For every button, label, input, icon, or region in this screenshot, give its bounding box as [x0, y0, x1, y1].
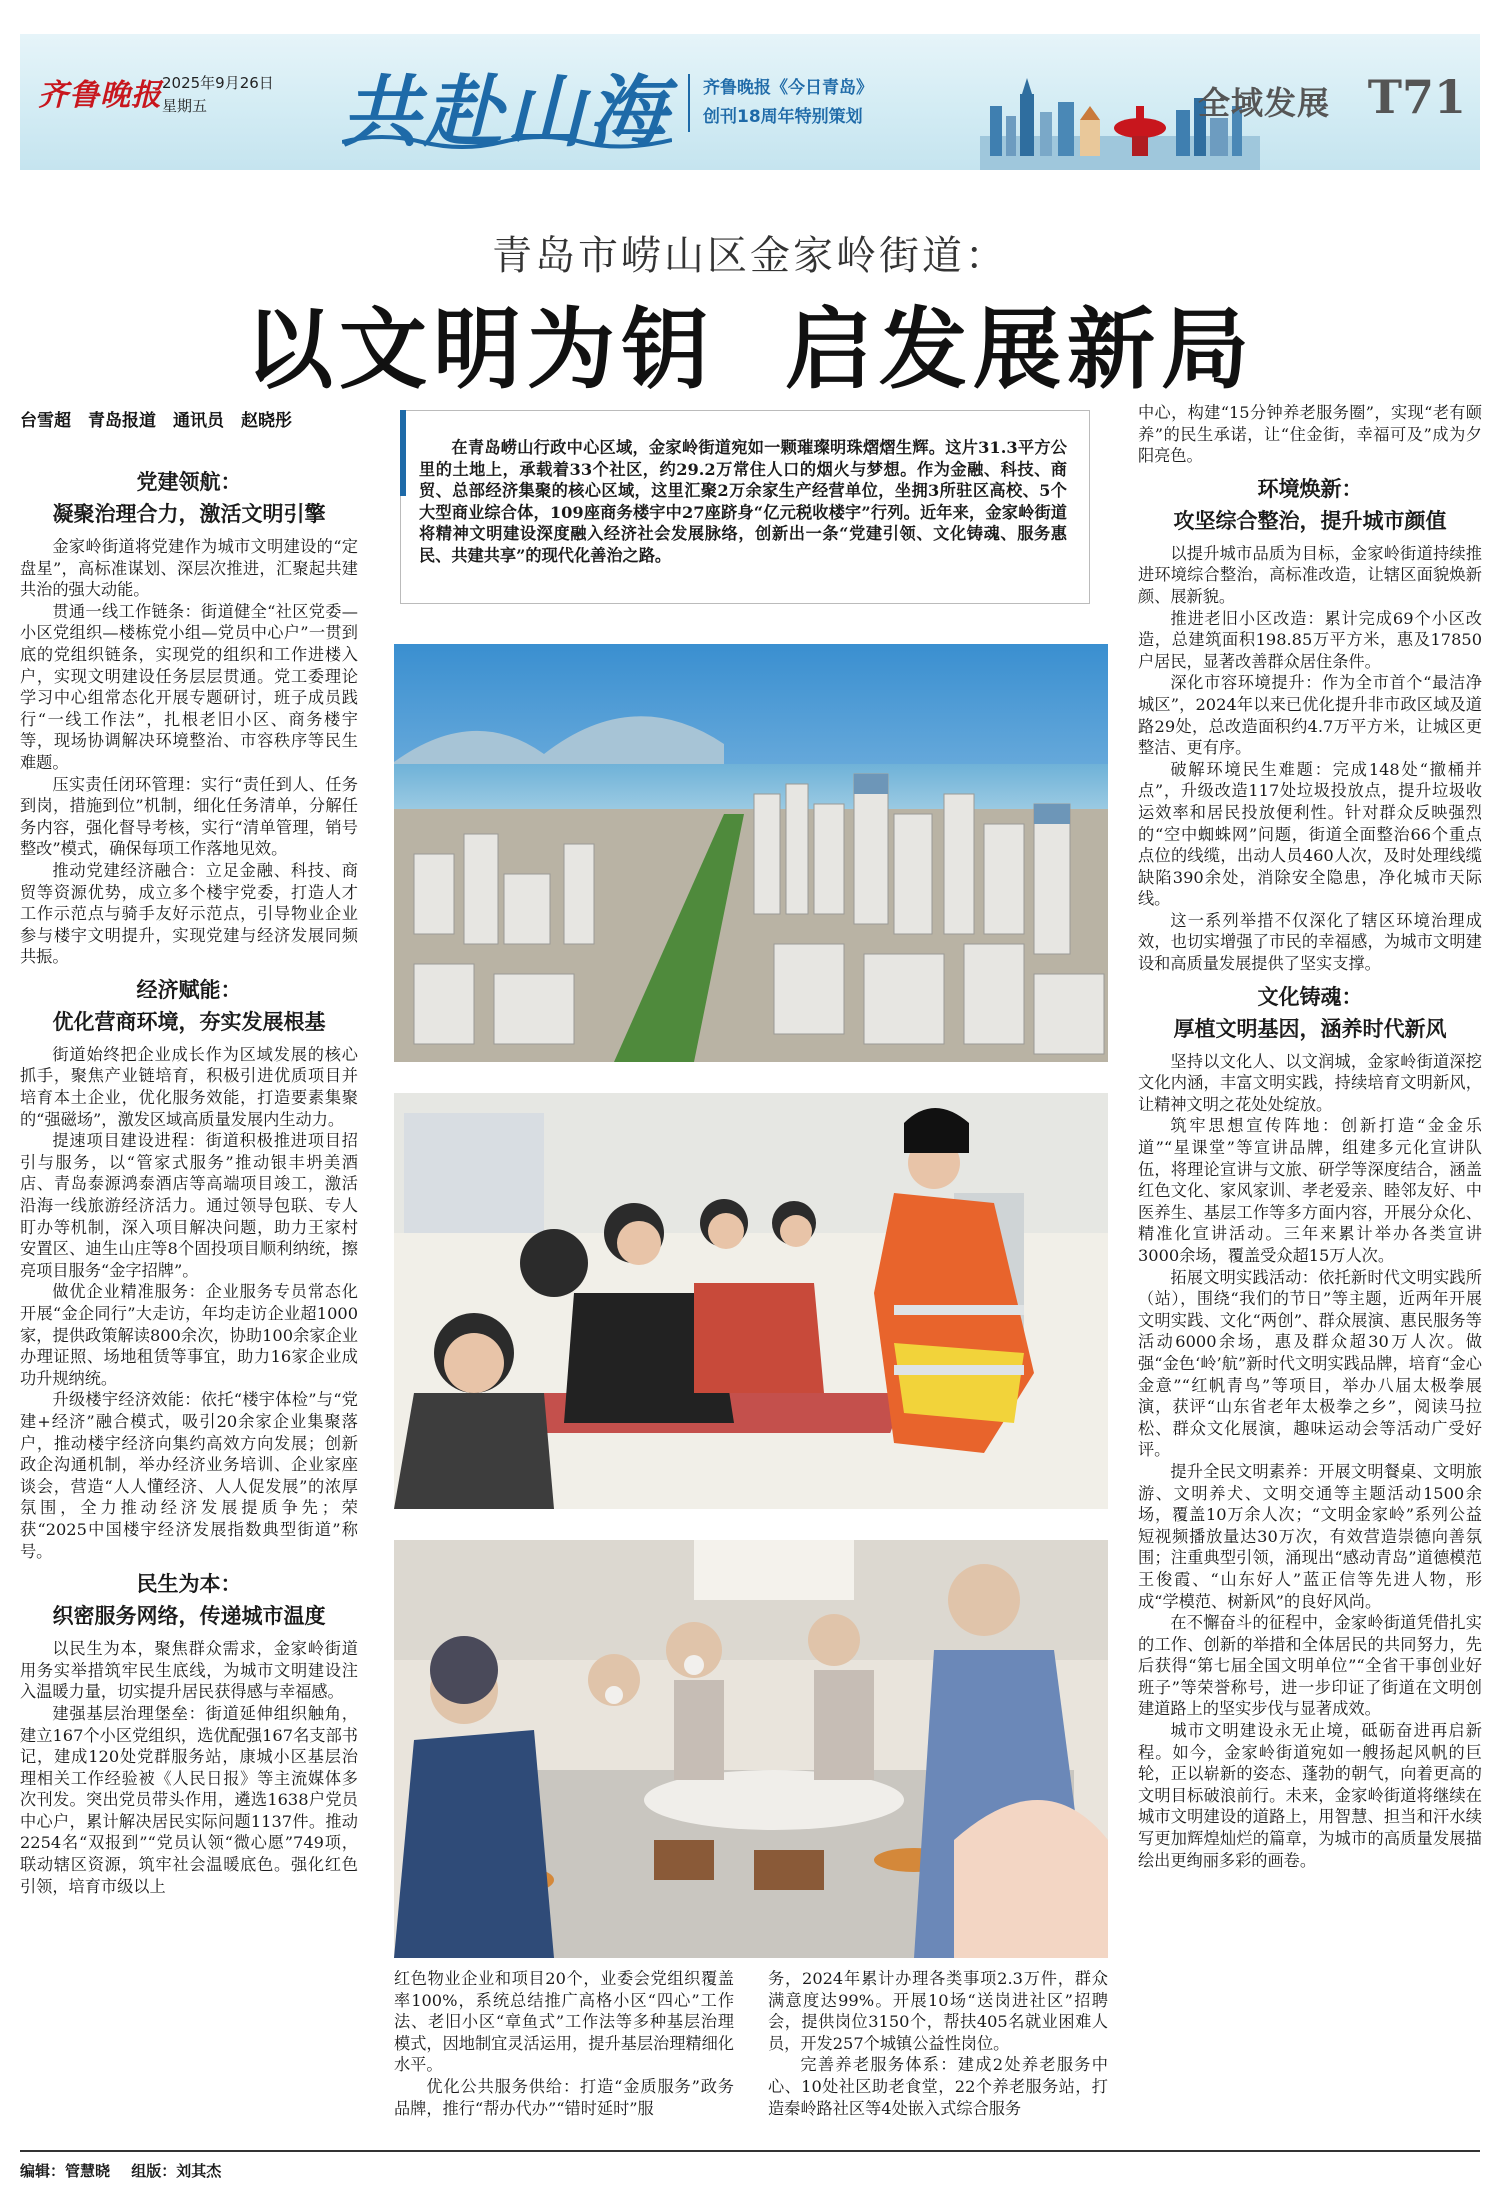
wave-icon [342, 130, 672, 150]
issue-weekday: 星期五 [162, 97, 208, 115]
middle-column-1 [394, 1968, 734, 2118]
byline: 台雪超 青岛报道 通讯员 赵晓彤 [20, 411, 292, 431]
middle-column-2 [768, 1968, 1108, 2118]
section-subheading: 凝聚治理合力，激活文明引擎 [52, 501, 326, 526]
paragraph: 中心，构建“15分钟养老服务圈”，实现“老有颐养”的民生承诺，让“住金街，幸福可及”成为夕阳亮色。 [1138, 403, 1482, 466]
paragraph: 深化市容环境提升：作为全市首个“最洁净城区”，2024年以来已优化提升非市政区域及道路29处，总改造面积约4.7万平方米，让城区更整洁、更有序。 [1138, 673, 1482, 758]
layout-credit: 组版：刘其杰 [131, 2162, 222, 2180]
community-activity-photo [394, 1093, 1108, 1509]
section-name: 全域发展 [1197, 84, 1330, 122]
paragraph: 红色物业企业和项目20个，业委会党组织覆盖率100%，系统总结推广高格小区“四心”工作法、老旧小区“章鱼式”工作法等多种基层治理模式，因地制宜灵活运用，提升基层治理精细化水平。 [394, 1969, 734, 2075]
paragraph: 提速项目建设进程：街道积极推进项目招引与服务，以“管家式服务”推动银丰坍美酒店、青岛泰源鸿泰酒店等高端项目竣工，激活沿海一线旅游经济活力。通过领导包联、专人盯办等机制，深入项目解决问题，助力王家村安置区、迪生山庄等8个固投项目顺利纳统，擦亮项目服务“金字招牌”。 [20, 1131, 358, 1280]
paragraph: 拓展文明实践活动：依托新时代文明实践所（站），围绕“我们的节日”等主题，近两年开展文明实践、文化“两创”、群众展演、惠民服务等活动6000余场，惠及群众超30万人次。做强“金色‘岭’航”新时代文明实践品牌，培育“金心金意”“红帆青鸟”等项目，举办八届太极拳展演，获评“山东省老年太极拳之乡”，阅读马拉松、群众文化展演，趣味运动会等活动广受好评。 [1138, 1267, 1482, 1460]
intro-paragraph: 在青岛崂山行政中心区域，金家岭街道宛如一颗璀璨明珠熠熠生辉。这片31.3平方公里的土地上，承载着33个社区，约29.2万常住人口的烟火与梦想。作为金融、科技、商贸、总部经济集聚的核心区域，这里汇聚2万余家生产经营单位，坐拥3所驻区高校、5个大型商业综合体，109座商务楼宇中27座跻身“亿元税收楼宇”行列。近年来，金家岭街道将精神文明建设深度融入经济社会发展脉络，创新出一条“党建引领、文化铸魂、服务惠民、共建共享”的现代化善治之路。 [419, 438, 1067, 565]
paragraph: 以民生为本，聚焦群众需求，金家岭街道用务实举措筑牢民生底线，为城市文明建设注入温暖力量，切实提升居民获得感与幸福感。 [20, 1639, 358, 1702]
paragraph: 筑牢思想宣传阵地：创新打造“金金乐道”“星课堂”等宣讲品牌，组建多元化宣讲队伍，将理论宣讲与文旅、研学等深度结合，涵盖红色文化、家风家训、孝老爱亲、睦邻友好、中医养生、基层工作等多方面内容，开展分众化、精准化宣讲活动。三年来累计举办各类宣讲3000余场，覆盖受众超15万人次。 [1138, 1116, 1482, 1265]
paragraph: 坚持以文化人、以文润城，金家岭街道深挖文化内涵，丰富文明实践，持续培育文明新风，让精神文明之花处处绽放。 [1138, 1051, 1482, 1114]
section-heading: 党建领航： [136, 469, 242, 494]
paragraph: 压实责任闭环管理：实行“责任到人、任务到岗，措施到位”机制，细化任务清单，分解任务内容，强化督导考核，实行“清单管理，销号整改”模式，确保每项工作落地见效。 [20, 774, 358, 859]
series-title: 共赴山海 [342, 67, 671, 158]
paragraph: 破解环境民生难题：完成148处“撤桶并点”，升级改造117处垃圾投放点，提升垃圾收运效率和居民投放便利性。针对群众反映强烈的“空中蜘蛛网”问题，街道全面整治66个重点点位的线缆，出动人员460人次，及时处理线缆缺陷390余处，消除安全隐患，净化城市天际线。 [1138, 759, 1482, 909]
section-heading: 文化铸魂： [1257, 983, 1363, 1009]
paragraph: 升级楼宇经济效能：依托“楼宇体检”与“党建+经济”融合模式，吸引20余家企业集聚落户，推动楼宇经济向集约高效方向发展；创新政企沟通机制，举办经济业务培训、企业家座谈会，营造“人人懂经济、人人促发展”的浓厚氛围，全力推动经济发展提质争先；荣获“2025中国楼宇经济发展指数典型街道”称号。 [20, 1390, 358, 1561]
paragraph: 做优企业精准服务：企业服务专员常态化开展“金企同行”大走访，年均走访企业超1000家，提供政策解读800余次，协助100余家企业办理证照、场地租赁等事宜，助力16家企业成功升规纳统。 [20, 1282, 358, 1388]
city-aerial-photo [394, 644, 1108, 1062]
paragraph: 完善养老服务体系：建成2处养老服务中心、10处社区助老食堂，22个养老服务站，打造秦岭路社区等4处嵌入式综合服务 [768, 2055, 1108, 2118]
editor-credit: 编辑：管慧晓 [20, 2162, 111, 2180]
section-subheading: 厚植文明基因，涵养时代新风 [1173, 1015, 1447, 1041]
headline-part2: 启发展新局 [785, 297, 1256, 401]
headline-part1: 以文明为钥 [244, 297, 715, 401]
article-kicker: 青岛市崂山区金家岭街道： [492, 233, 1008, 279]
page-footer [20, 2150, 1480, 2181]
paragraph: 优化公共服务供给：打造“金质服务”政务品牌，推行“帮办代办”“错时延时”服 [394, 2076, 734, 2118]
issue-date-block [162, 72, 274, 118]
article-headline [0, 280, 1500, 406]
section-subheading: 织密服务网络，传递城市温度 [52, 1603, 326, 1629]
left-column [20, 460, 358, 2115]
paragraph: 金家岭街道将党建作为城市文明建设的“定盘星”，高标准谋划、深层次推进，汇聚起共建共治的强大动能。 [20, 537, 358, 600]
paragraph: 街道始终把企业成长作为区域发展的核心抓手，聚焦产业链培育，积极引进优质项目并培育本土企业，优化服务效能，打造要素集聚的“强磁场”，激发区域高质量发展内生动力。 [20, 1044, 358, 1129]
section-heading: 环境焕新： [1257, 475, 1363, 501]
paragraph: 推进老旧小区改造：累计完成69个小区改造，总建筑面积198.85万平方米，惠及17850户居民，显著改善群众居住条件。 [1138, 608, 1482, 671]
section-subheading: 优化营商环境，夯实发展根基 [52, 1008, 326, 1034]
section-heading: 民生为本： [136, 1571, 242, 1597]
paragraph: 城市文明建设永无止境，砥砺奋进再启新程。如今，金家岭街道宛如一艘扬起风帆的巨轮，正以崭新的姿态、蓬勃的朝气，向着更高的文明目标破浪前行。未来，金家岭街道将继续在城市文明建设的道路上，用智慧、担当和汗水续写更加辉煌灿烂的篇章，为城市的高质量发展描绘出更绚丽多彩的画卷。 [1138, 1721, 1482, 1870]
paragraph: 推动党建经济融合：立足金融、科技、商贸等资源优势，成立多个楼宇党委，打造人才工作示范点与骑手友好示范点，引导物业企业参与楼宇文明提升，实现党建与经济发展同频共振。 [20, 860, 358, 967]
series-caption-line2: 创刊18周年特别策划 [703, 107, 863, 127]
paragraph: 以提升城市品质为目标，金家岭街道持续推进环境综合整治，高标准改造，让辖区面貌焕新颜、展新貌。 [1138, 543, 1482, 606]
masthead-divider [688, 74, 690, 132]
paragraph: 务，2024年累计办理各类事项2.3万件，群众满意度达99%。开展10场“送岗进社区”招聘会，提供岗位3150个，帮扶405名就业困难人员，开发257个城镇公益性岗位。 [768, 1969, 1108, 2053]
section-subheading: 攻坚综合整治，提升城市颜值 [1173, 507, 1447, 533]
issue-date: 2025年9月26日 [162, 74, 274, 92]
series-caption-line1: 齐鲁晚报《今日青岛》 [703, 78, 873, 98]
paragraph: 提升全民文明素养：开展文明餐桌、文明旅游、文明养犬、文明交通等主题活动1500余场，覆盖10万余人次；“文明金家岭”系列公益短视频播放量达30万次，有效营造崇德向善氛围；注重典型引领，涌现出“感动青岛”道德模范王俊霞、“山东好人”蓝正信等先进人物，形成“学模范、树新风”的良好风尚。 [1138, 1461, 1482, 1611]
intro-box [400, 410, 1090, 604]
community-canteen-photo [394, 1540, 1108, 1958]
masthead [20, 34, 1480, 170]
newspaper-logo: 齐鲁晚报 [38, 78, 162, 113]
page-number: T71 [1367, 70, 1466, 124]
series-caption [703, 74, 873, 132]
paragraph: 建强基层治理堡垒：街道延伸组织触角，建立167个小区党组织，选优配强167名支部书记，建成120处党群服务站，康城小区基层治理相关工作经验被《人民日报》等主流媒体多次刊发。突出党员带头作用，遴选1638户党员中心户，累计解决居民实际问题1137件。推动2254名“双报到”“党员认领“微心愿”749项，联动辖区资源，筑牢社会温暖底色。强化红色引领，培育市级以上 [20, 1703, 358, 1896]
paragraph: 在不懈奋斗的征程中，金家岭街道凭借扎实的工作、创新的举措和全体居民的共同努力，先后获得“第七届全国文明单位”“全省干事创业好班子”等荣誉称号，进一步印证了街道在文明创建道路上的坚实步伐与显著成效。 [1138, 1613, 1482, 1719]
section-heading: 经济赋能： [136, 976, 242, 1002]
paragraph: 这一系列举措不仅深化了辖区环境治理成效，也切实增强了市民的幸福感，为城市文明建设和高质量发展提供了坚实支撑。 [1138, 910, 1482, 974]
right-column [1138, 402, 1482, 2132]
paragraph: 贯通一线工作链条：街道健全“社区党委—小区党组织—楼栋党小组—党员中心户”一贯到底的党组织链条，实现党的组织和工作进楼入户，实现文明建设任务层层贯通。党工委理论学习中心组常态化开展专题研讨，班子成员践行“一线工作法”，扎根老旧小区、商务楼宇等，现场协调解决环境整治、市容秩序等民生难题。 [20, 601, 358, 772]
